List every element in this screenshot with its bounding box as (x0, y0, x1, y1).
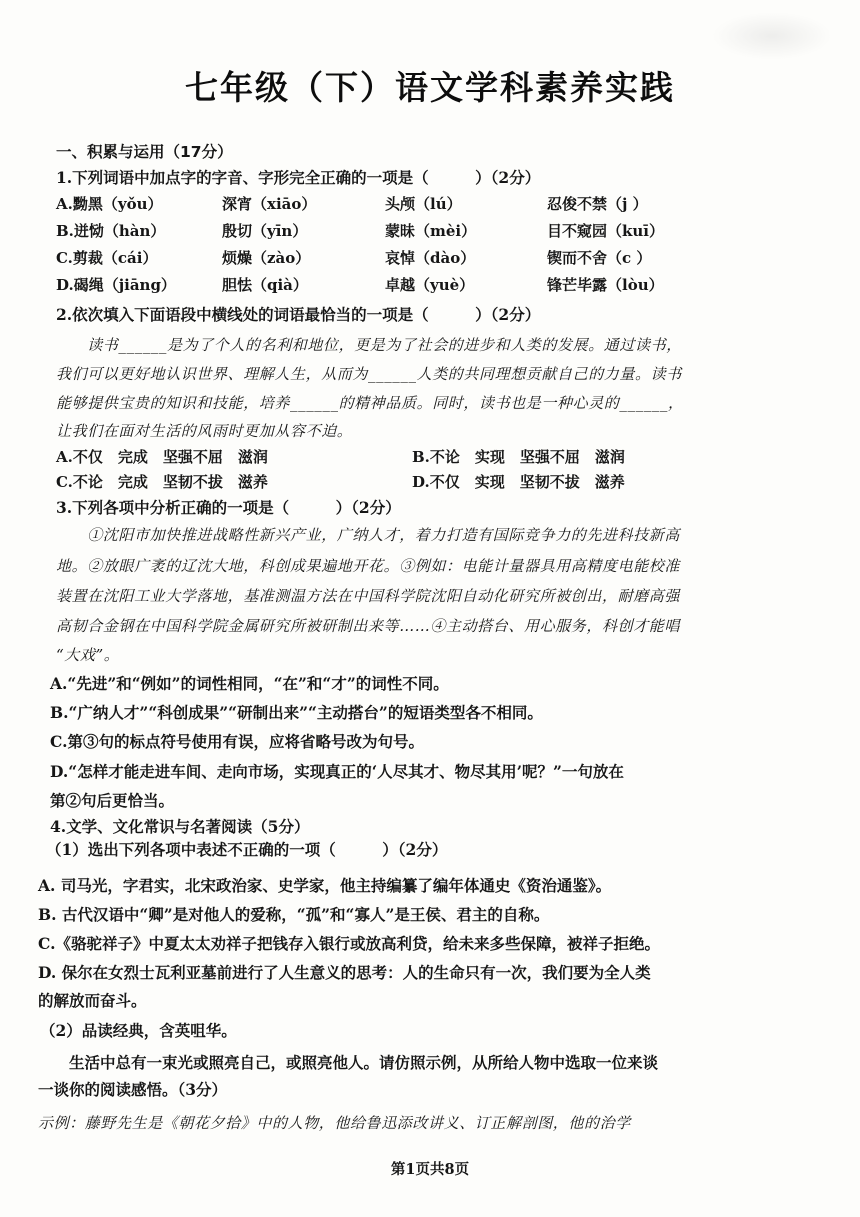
q3-passage-line: ①沈阳市加快推进战略性新兴产业，广纳人才，着力打造有国际竞争力的先进科技新高 (56, 526, 681, 544)
page-title: 七年级（下）语文学科素养实践 (185, 68, 675, 107)
q3-passage-line: “大戏”。 (56, 646, 120, 664)
q1-option-c-word-2: 烦燥（zào） (222, 249, 311, 267)
q3-passage-line: 装置在沈阳工业大学落地，基准测温方法在中国科学院沈阳自动化研究所被创出，耐磨高强 (56, 587, 681, 605)
q3-option-d: D.“怎样才能走进车间、走向市场，实现真正的‘人尽其才、物尽其用’呢？”一句放在 (50, 762, 624, 781)
page-number: 第1页共8页 (390, 1161, 470, 1178)
q2-stem: 2.依次填入下面语段中横线处的词语最恰当的一项是（ ）（2分） (56, 305, 541, 324)
q3-passage-line: 地。②放眼广袤的辽沈大地，科创成果遍地开花。③例如：电能计量器具用高精度电能校准 (56, 557, 681, 575)
q1-option-a-word-1: A.黝黑（yǒu） (56, 195, 163, 213)
q4-sub2-text: 生活中总有一束光或照亮自己，或照亮他人。请仿照示例，从所给人物中选取一位来谈 (38, 1053, 659, 1072)
q1-option-c-word-4: 锲而不舍（c ） (547, 249, 652, 267)
q2-option-a: A.不仅 完成 坚强不屈 滋润 (56, 448, 268, 466)
q4-sub1-stem: （1）选出下列各项中表述不正确的一项（ ）（2分） (46, 840, 448, 859)
q3-option-c: C.第③句的标点符号使用有误，应将省略号改为句号。 (50, 732, 424, 751)
q4-sub2-stem: （2）品读经典，含英咀华。 (40, 1021, 237, 1040)
q1-option-b-word-2: 殷切（yīn） (222, 222, 308, 240)
q3-stem: 3.下列各项中分析正确的一项是（ ）（2分） (56, 498, 401, 517)
q2-option-c: C.不论 完成 坚韧不拔 滋养 (56, 473, 268, 491)
q4-option-d: D. 保尔在女烈士瓦利亚墓前进行了人生意义的思考：人的生命只有一次，我们要为全人类 (38, 963, 651, 982)
q2-option-b: B.不论 实现 坚强不屈 滋润 (412, 448, 625, 466)
q1-option-a-word-3: 头颅（lú） (385, 195, 462, 213)
q4-option-a: A. 司马光，字君实，北宋政治家、史学家，他主持编纂了编年体通史《资治通鉴》。 (38, 876, 612, 895)
q4-stem: 4.文学、文化常识与名著阅读（5分） (50, 817, 310, 836)
q1-option-a-word-2: 深宵（xiāo） (222, 195, 317, 213)
q3-option-b: B.“广纳人才”“科创成果”“研制出来”“主动搭台”的短语类型各不相同。 (50, 703, 543, 722)
q4-option-c: C.《骆驼祥子》中夏太太劝祥子把钱存入银行或放高利贷，给未来多些保障，被祥子拒绝。 (38, 934, 660, 953)
q2-option-d: D.不仅 实现 坚韧不拔 滋养 (412, 473, 625, 491)
q1-option-c-word-3: 哀悼（dào） (385, 249, 476, 267)
q4-example: 示例：藤野先生是《朝花夕拾》中的人物，他给鲁迅添改讲义、订正解剖图，他的治学 (38, 1114, 631, 1132)
section-heading: 一、积累与运用（17分） (56, 143, 233, 161)
q2-passage-line: 我们可以更好地认识世界、理解人生，从而为______人类的共同理想贡献自己的力量。读书 (56, 365, 682, 383)
q2-passage-line: 能够提供宝贵的知识和技能，培养______的精神品质。同时，读书也是一种心灵的______， (56, 394, 684, 412)
q1-option-d-word-2: 胆怯（qià） (222, 276, 308, 294)
q2-passage-line: 让我们在面对生活的风雨时更加从容不迫。 (56, 422, 353, 440)
q3-passage-line: 高韧合金钢在中国科学院金属研究所被研制出来等……④主动搭台、用心服务，科创才能唱 (56, 617, 681, 635)
q1-option-d-word-3: 卓越（yuè） (385, 276, 475, 294)
q4-option-b: B. 古代汉语中“卿”是对他人的爱称，“孤”和“寡人”是王侯、君主的自称。 (38, 905, 550, 924)
q4-sub2-text-cont: 一谈你的阅读感悟。（3分） (38, 1080, 228, 1099)
q3-option-a: A.“先进”和“例如”的词性相同，“在”和“才”的词性不同。 (50, 674, 449, 693)
q4-option-d-cont: 的解放而奋斗。 (38, 991, 147, 1010)
q1-option-b-word-3: 蒙昧（mèi） (385, 222, 477, 240)
q2-passage-line: 读书______是为了个人的名利和地位，更是为了社会的进步和人类的发展。通过读书， (56, 336, 682, 354)
q1-stem: 1.下列词语中加点字的字音、字形完全正确的一项是（ ）（2分） (56, 168, 541, 187)
q1-option-b-word-1: B.迸恸（hàn） (56, 222, 166, 240)
q1-option-d-word-4: 锋芒毕露（lòu） (547, 276, 664, 294)
q1-option-d-word-1: D.碣绳（jiāng） (56, 276, 176, 294)
q1-option-b-word-4: 目不窥园（kuī） (547, 222, 664, 240)
q1-option-c-word-1: C.剪裁（cái） (56, 249, 158, 267)
scan-smudge (712, 12, 832, 60)
q3-option-d-cont: 第②句后更恰当。 (50, 791, 175, 810)
q1-option-a-word-4: 忍俊不禁（j ） (547, 195, 648, 213)
